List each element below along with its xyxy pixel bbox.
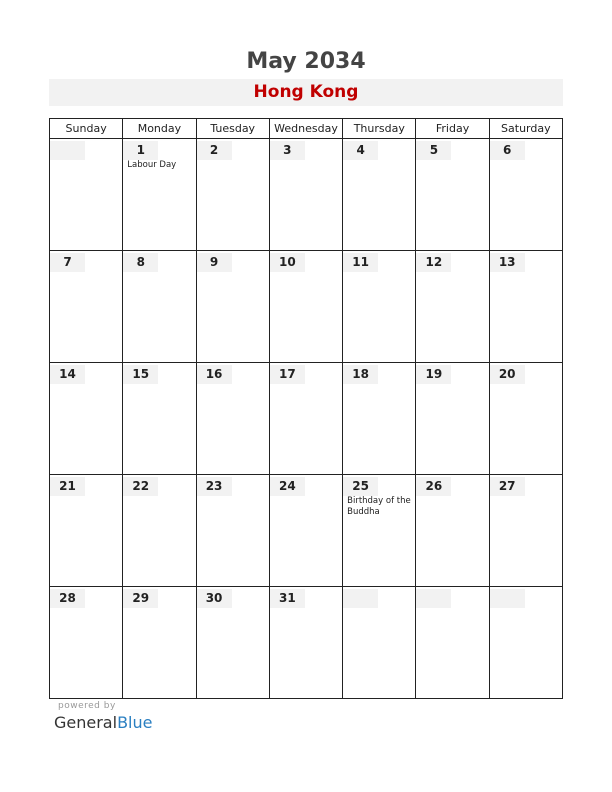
day-number-box <box>270 477 305 496</box>
day-number-box <box>490 477 525 496</box>
region-banner <box>49 79 563 106</box>
calendar-day-cell <box>489 475 562 587</box>
calendar-day-cell <box>343 139 416 251</box>
calendar-week-row <box>50 363 563 475</box>
day-number-box <box>416 253 451 272</box>
day-number-box <box>490 365 525 384</box>
calendar-day-cell <box>489 139 562 251</box>
day-number-box <box>270 253 305 272</box>
day-number-box <box>50 477 85 496</box>
calendar-day-cell <box>416 251 489 363</box>
calendar-day-cell <box>196 139 269 251</box>
day-number: 14 <box>59 367 76 381</box>
day-number: 13 <box>498 255 516 269</box>
day-number: 6 <box>503 143 512 157</box>
day-number-box <box>123 365 158 384</box>
weekday-header: Wednesday <box>269 119 342 139</box>
month-calendar <box>49 118 563 699</box>
day-number: 26 <box>425 479 443 493</box>
calendar-day-cell <box>196 587 269 699</box>
calendar-day-cell <box>269 475 342 587</box>
day-number: 9 <box>209 255 219 269</box>
day-number: 25 <box>352 479 369 493</box>
calendar-day-cell <box>123 251 196 363</box>
holiday-label: Birthday of the Buddha <box>347 496 411 517</box>
day-number-box <box>123 477 158 496</box>
calendar-day-cell <box>489 363 562 475</box>
day-number-box <box>50 365 85 384</box>
calendar-week-row <box>50 475 563 587</box>
day-number: 24 <box>278 479 296 493</box>
region-name: Hong Kong <box>253 82 359 102</box>
day-number-box <box>50 253 85 272</box>
weekday-header-row <box>50 119 563 139</box>
calendar-day-cell <box>196 475 269 587</box>
calendar-day-cell <box>343 475 416 587</box>
day-number-box <box>416 477 451 496</box>
day-number-box <box>416 365 451 384</box>
day-number: 29 <box>132 591 150 605</box>
calendar-day-cell <box>123 475 196 587</box>
generalblue-logo[interactable] <box>54 712 152 734</box>
day-number-box <box>490 589 525 608</box>
day-number: 1 <box>136 143 145 157</box>
calendar-day-cell <box>50 251 123 363</box>
calendar-weeks <box>50 139 563 699</box>
day-number-box <box>123 253 158 272</box>
calendar-day-cell <box>343 251 416 363</box>
day-number: 4 <box>356 143 365 157</box>
day-number: 21 <box>59 479 76 493</box>
calendar-day-cell <box>123 363 196 475</box>
calendar-week-row <box>50 251 563 363</box>
weekday-header: Saturday <box>489 119 562 139</box>
brand-blue-text: Blue <box>117 713 153 732</box>
calendar-day-cell <box>269 363 342 475</box>
day-number-box <box>197 477 232 496</box>
day-number-box <box>123 141 158 160</box>
day-number-box <box>197 253 232 272</box>
calendar-day-cell <box>269 139 342 251</box>
day-number-box <box>343 141 378 160</box>
day-number: 27 <box>498 479 516 493</box>
weekday-header: Sunday <box>50 119 123 139</box>
calendar-week-row <box>50 587 563 699</box>
day-number: 19 <box>425 367 443 381</box>
page-title: May 2034 <box>246 49 366 74</box>
day-number-box <box>343 365 378 384</box>
calendar-day-cell <box>123 139 196 251</box>
day-number-box <box>197 589 232 608</box>
calendar-day-cell <box>416 475 489 587</box>
day-number-box <box>490 253 525 272</box>
day-number-box <box>416 589 451 608</box>
day-number: 31 <box>278 591 296 605</box>
calendar-day-cell <box>123 587 196 699</box>
calendar-day-cell <box>489 251 562 363</box>
calendar-day-cell <box>50 363 123 475</box>
calendar-week-row <box>50 139 563 251</box>
day-number-box <box>270 141 305 160</box>
calendar-day-cell <box>196 363 269 475</box>
holiday-label: Labour Day <box>127 160 177 170</box>
day-number: 22 <box>132 479 150 493</box>
calendar-day-cell <box>416 587 489 699</box>
calendar-day-cell <box>269 587 342 699</box>
weekday-header: Friday <box>416 119 489 139</box>
calendar-day-cell <box>196 251 269 363</box>
calendar-day-cell <box>416 139 489 251</box>
day-number: 5 <box>429 143 439 157</box>
calendar-day-cell <box>269 251 342 363</box>
day-number: 2 <box>209 143 219 157</box>
calendar-day-cell <box>50 475 123 587</box>
day-number: 15 <box>132 367 150 381</box>
day-number: 30 <box>205 591 223 605</box>
day-number-box <box>123 589 158 608</box>
calendar-day-cell <box>50 587 123 699</box>
day-number-box <box>50 589 85 608</box>
day-number: 17 <box>278 367 296 381</box>
weekday-header: Tuesday <box>196 119 269 139</box>
day-number: 10 <box>278 255 296 269</box>
day-number: 18 <box>352 367 369 381</box>
day-number-box <box>270 589 305 608</box>
calendar-day-cell <box>50 139 123 251</box>
weekday-header: Thursday <box>343 119 416 139</box>
day-number: 8 <box>136 255 145 269</box>
day-number: 16 <box>205 367 223 381</box>
calendar-day-cell <box>343 587 416 699</box>
day-number: 23 <box>205 479 223 493</box>
day-number-box <box>343 253 378 272</box>
day-number-box <box>343 477 378 496</box>
calendar-day-cell <box>343 363 416 475</box>
day-number: 11 <box>352 255 369 269</box>
day-number-box <box>50 141 85 160</box>
day-number: 7 <box>63 255 72 269</box>
calendar-day-cell <box>489 587 562 699</box>
day-number: 20 <box>498 367 516 381</box>
calendar-day-cell <box>416 363 489 475</box>
day-number-box <box>343 589 378 608</box>
day-number-box <box>490 141 525 160</box>
day-number-box <box>270 365 305 384</box>
powered-by-label: powered by <box>58 701 116 711</box>
day-number: 28 <box>59 591 76 605</box>
weekday-header: Monday <box>123 119 196 139</box>
day-number-box <box>197 365 232 384</box>
day-number: 12 <box>425 255 443 269</box>
day-number-box <box>416 141 451 160</box>
day-number-box <box>197 141 232 160</box>
brand-general-text: General <box>54 713 118 732</box>
day-number: 3 <box>283 143 292 157</box>
